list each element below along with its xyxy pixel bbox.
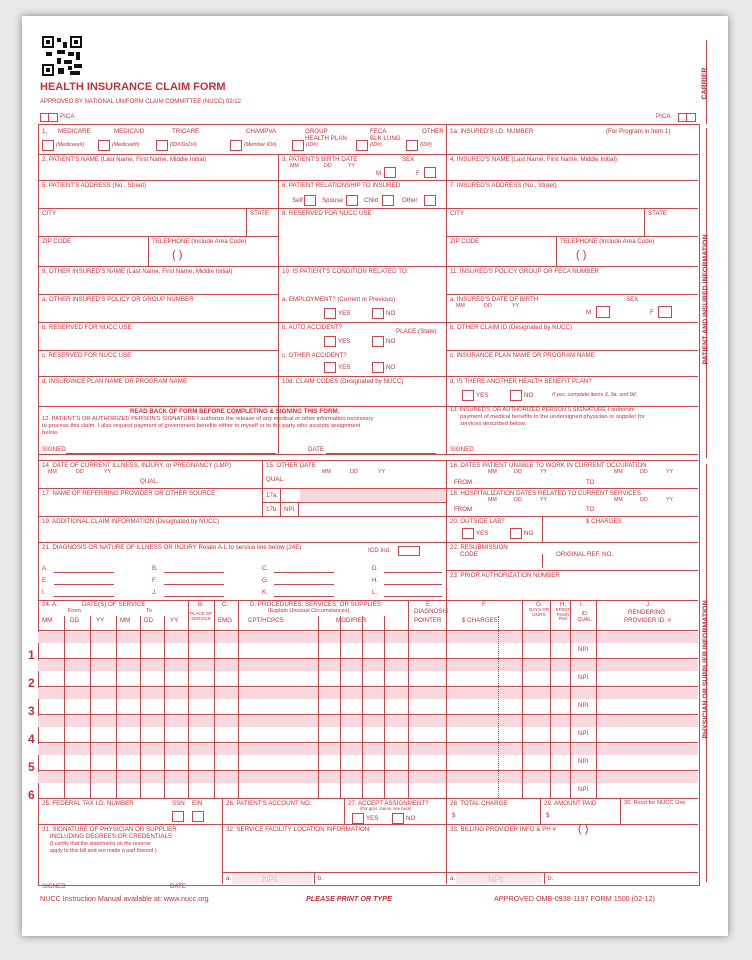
insured-sex-m-checkbox[interactable] <box>596 306 610 318</box>
footer-instructions: NUCC Instruction Manual available at: www.nucc.org <box>40 894 209 903</box>
outside-lab-yes-checkbox[interactable] <box>462 528 474 539</box>
pica-right: PICA <box>656 113 671 120</box>
auto-accident-yes-checkbox[interactable] <box>324 336 336 347</box>
insured-sex-f-checkbox[interactable] <box>658 306 672 318</box>
claim-form-page: HEALTH INSURANCE CLAIM FORM APPROVED BY NATIONAL UNIFORM CLAIM COMMITTEE (NUCC) 02/12 PICA PICA CARRIER PATIENT AND INSURED INFORMATION PHYSICIAN OR SUPPLIER INFORMATION 1. MEDICARE MEDICAID TRICARE CHAMPVA GROUP HEALTH PLAN FECA BLK LUNG OTHER (Medicare#) (Medicaid#) (ID#/DoD#) (Member ID#) (ID#) (ID#) (ID#) 1a. INSURED'S I.D. NUMBER (For Program in Item 1) 2. PATIENT'S NAME (Last Name, First Name, Middle Initial) 3. PATIENT'S BIRTH DATE SEX MM DD YY M F 4. INSURED'S NAME (Last Name, First Name, Middle Initial) 5. PATIENT'S ADDRESS (No., Street) 6. PATIENT RELATIONSHIP TO INSURED Self Spouse Child Other 7. INSURED'S ADDRESS (No., Street) CITY STATE 8. RESERVED FOR NUCC USE CITY STATE ZIP CODE TELEPHONE (Include Area Code) ( ) ZIP CODE TELEPHONE (Include Area Code) ( ) 9. OTHER INSURED'S NAME (Last Name, First Name, Middle Initial) 10. IS PATIENT'S CONDITION RELATED TO: 11. INSURED'S POLICY GROUP OR FECA NUMBER a. OTHER INSURED'S POLICY OR GROUP NUMBER a. EMPLOYMENT? (Current or Previous) YES NO a. INSURED'S DATE OF BIRTH MM DD YY SEX M F b. RESERVED FOR NUCC USE b. AUTO ACCIDENT? PLACE (State) YES NO b. OTHER CLAIM ID (Designated by NUCC) c. RESERVED FOR NUCC USE c. OTHER ACCIDENT? YES NO c. INSURANCE PLAN NAME OR PROGRAM NAME d. INSURANCE PLAN NAME OR PROGRAM NAME 10d. CLAIM CODES (Designated by NUCC) d. IS THERE ANOTHER HEALTH BENEFIT PLAN? YES NO If yes, complete items 9, 9a, and 9d. READ BACK OF FORM BEFORE COMPLETING & SIGNING THIS FORM. 12. PATIENT'S OR AUTHORIZED PERSON'S SIGNATURE I authorize the release of any medical or other information necessary to process this claim. I also request payment of government benefits either to myself or to the party who accepts assignment below. SIGNED DATE 13. INSURED'S OR AUTHORIZED PERSON'S SIGNATURE I authorize payment of medical benefits to the undersigned physician or supplier for services described below. SIGNED 14. DATE OF CURRENT ILLNESS, INJURY, or PREGNANCY (LMP) MM DD YY QUAL. 15. OTHER DATE QUAL. MM DD YY 16. DATES PATIENT UNABLE TO WORK IN CURRENT OCCUPATION MM DD YY MM DD YY FROM TO 17. NAME OF REFERRING PROVIDER OR OTHER SOURCE 17a. 17b. NPI 18. HOSPITALIZATION DATES RELATED TO CURRENT SERVICES MM DD YY MM DD YY FROM TO 19. ADDITIONAL CLAIM INFORMATION (Designated by NUCC) 20. OUTSIDE LAB? $ CHARGES YES NO 21. DIAGNOSIS OR NATURE OF ILLNESS OR INJURY Relate A-L to service line below (24E) ICD Ind. A. B. C. D. E. F. G. H. I. J. K. L. 22. RESUBMISSION CODE ORIGINAL REF. NO. 23. PRIOR AUTHORIZATION NUMBER 24. A. DATE(S) OF SERVICE From To MM DD YY MM DD YY B. PLACE OF SERVICE C. EMG D. PROCEDURES, SERVICES, OR SUPPLIES (Explain Unusual Circumstances) CPT/HCPCS MODIFIER E. DIAGNOSIS POINTER F. $ CHARGES G. DAYS OR UNITS H. EPSDT Family Plan I. ID. QUAL. J. RENDERING PROVIDER ID. # 1 2 3 4 5 6 NPI NPI NPI NPI NPI NPI 25. FEDERAL TAX I.D. NUMBER SSN EIN 26. PATIENT'S ACCOUNT NO. 27. ACCEPT ASSIGNMENT? (For govt. claims, see back) YES NO 28. TOTAL CHARGE $ 29. AMOUNT PAID $ 30. Rsvd for NUCC Use 31. SIGNATURE OF PHYSICIAN OR SUPPLIER INCLUDING DEGREES OR CREDENTIALS (I certify that the statements on the reverse apply to this bill and are made a part thereof.) SIGNED DATE 32. SERVICE FACILITY LOCATION INFORMATION 33. BILLING PROVIDER INFO & PH # ( ) a. NPI b. a. NPI b. NUCC Instruction Manual available at: www.nucc.org PLEASE PRINT OR TYPE APPROVED OMB-0938-1197 FORM 1500 (02-12) <box>22 16 728 936</box>
footer-print-type: PLEASE PRINT OR TYPE <box>306 894 392 903</box>
other-checkbox[interactable] <box>406 140 418 151</box>
patient-sex-f-checkbox[interactable] <box>424 167 436 178</box>
pica-left: PICA <box>60 113 75 120</box>
ein-checkbox[interactable] <box>192 811 204 822</box>
footer-approved: APPROVED OMB-0938-1197 FORM 1500 (02-12) <box>494 894 655 903</box>
icd-ind-field[interactable] <box>398 546 420 556</box>
patient-insured-label: PATIENT AND INSURED INFORMATION <box>702 234 710 365</box>
accept-assignment-yes-checkbox[interactable] <box>352 813 364 824</box>
relationship-self-checkbox[interactable] <box>304 195 316 206</box>
ssn-checkbox[interactable] <box>172 811 184 822</box>
qr-code-icon <box>42 36 82 76</box>
insured-id-label: 1a. INSURED'S I.D. NUMBER <box>450 128 534 135</box>
relationship-spouse-checkbox[interactable] <box>346 195 358 206</box>
physician-supplier-label: PHYSICIAN OR SUPPLIER INFORMATION <box>702 600 710 739</box>
employment-yes-checkbox[interactable] <box>324 308 336 319</box>
patient-name-label: 2. PATIENT'S NAME (Last Name, First Name, Middle Initial) <box>42 156 207 163</box>
another-plan-no-checkbox[interactable] <box>510 390 522 401</box>
employment-no-checkbox[interactable] <box>372 308 384 319</box>
medicaid-checkbox[interactable] <box>98 140 110 151</box>
service-line-shaded[interactable] <box>38 632 698 643</box>
item17a-field[interactable] <box>300 489 445 501</box>
pica-box[interactable] <box>48 113 58 122</box>
medicare-checkbox[interactable] <box>42 140 54 151</box>
pica-box[interactable] <box>686 113 696 122</box>
service-line-shaded[interactable] <box>38 688 698 699</box>
service-line-shaded[interactable] <box>38 744 698 755</box>
outside-lab-no-checkbox[interactable] <box>510 528 522 539</box>
another-plan-yes-checkbox[interactable] <box>462 390 474 401</box>
accept-assignment-no-checkbox[interactable] <box>392 813 404 824</box>
champva-checkbox[interactable] <box>230 140 242 151</box>
carrier-label: CARRIER <box>701 67 709 100</box>
approved-by: APPROVED BY NATIONAL UNIFORM CLAIM COMMITTEE (NUCC) 02/12 <box>40 99 241 105</box>
service-line-shaded[interactable] <box>38 772 698 783</box>
auto-accident-no-checkbox[interactable] <box>372 336 384 347</box>
tricare-checkbox[interactable] <box>156 140 168 151</box>
feca-checkbox[interactable] <box>356 140 368 151</box>
service-line-shaded[interactable] <box>38 716 698 727</box>
relationship-child-checkbox[interactable] <box>382 195 394 206</box>
other-accident-yes-checkbox[interactable] <box>324 362 336 373</box>
group-checkbox[interactable] <box>292 140 304 151</box>
relationship-other-checkbox[interactable] <box>424 195 436 206</box>
service-line-shaded[interactable] <box>38 660 698 671</box>
patient-sex-m-checkbox[interactable] <box>384 167 396 178</box>
form-title: HEALTH INSURANCE CLAIM FORM <box>40 81 226 93</box>
other-accident-no-checkbox[interactable] <box>372 362 384 373</box>
